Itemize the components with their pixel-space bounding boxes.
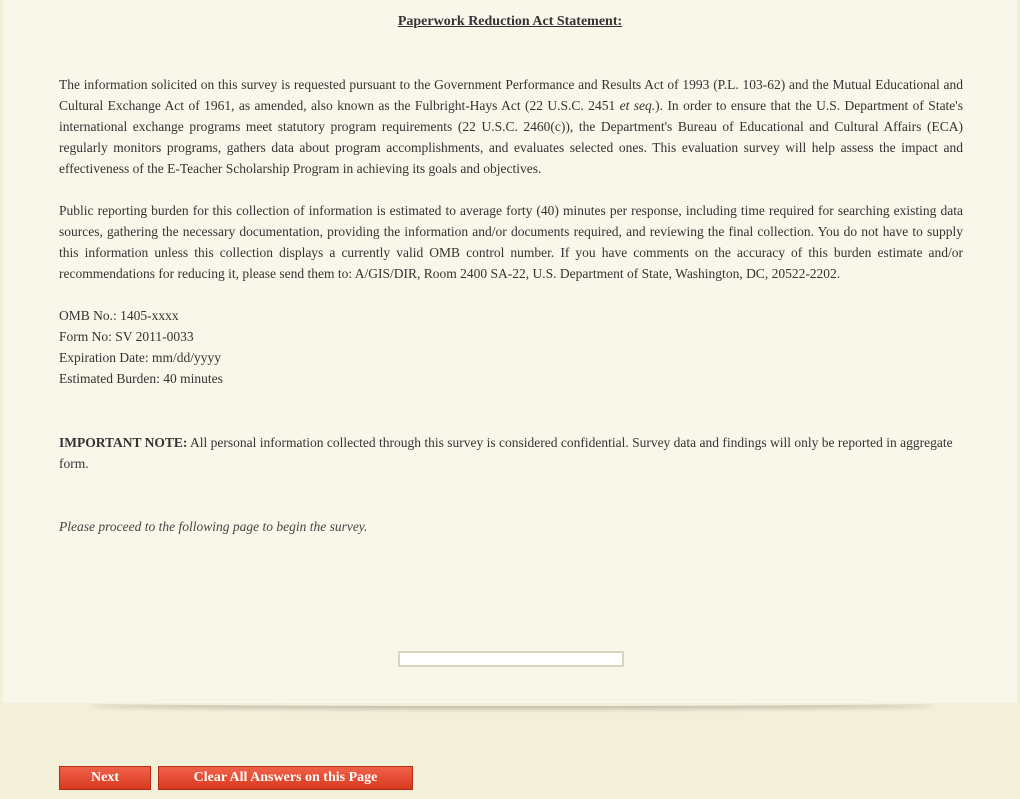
progress-bar: [398, 651, 624, 667]
next-button[interactable]: Next: [59, 766, 151, 790]
paragraph-authority-text-2: ). In order to ensure that the U.S. Department of State's international exchange programs meet statutory program requirements (22 U.S.C. 2460(c)), the Department's Bureau of Educational and Cultural Affairs (ECA) regularly monitors programs, gathers data about program accomplishments, and evaluates selected ones. This evaluation survey will help assess the impact and effectiveness of the E-Teacher Scholarship Program in achieving its goals and objectives.: [59, 98, 963, 176]
estimated-burden: Estimated Burden: 40 minutes: [59, 371, 223, 386]
content-panel: [3, 0, 1017, 703]
important-note-label: IMPORTANT NOTE:: [59, 435, 188, 450]
page-title: Paperwork Reduction Act Statement:: [397, 14, 623, 29]
paragraph-authority: [59, 74, 963, 179]
clear-answers-button[interactable]: Clear All Answers on this Page: [158, 766, 413, 790]
paragraph-authority-italic: et seq.: [619, 98, 656, 113]
paragraph-authority-text-1: The information solicited on this survey is requested pursuant to the Government Performance and Results Act of 1993 (P.L. 103-62) and the Mutual Educational and Cultural Exchange Act of 1961, as amended, also known as the Fulbright-Hays Act (22 U.S.C. 2451: [59, 77, 963, 113]
form-number: Form No: SV 2011-0033: [59, 329, 194, 344]
paragraph-burden: Public reporting burden for this collection of information is estimated to average forty (40) minutes per response, including time required for searching existing data sources, gathering the necessary documentation, providing the information and/or documents required, and reviewing the final collection. You do not have to supply this information unless this collection displays a currently valid OMB control number. If you have comments on the accuracy of this burden estimate and/or recommendations for reducing it, please send them to: A/GIS/DIR, Room 2400 SA-22, U.S. Department of State, Washington, DC, 20522-2202.: [59, 203, 963, 281]
omb-number: OMB No.: 1405-xxxx: [59, 308, 179, 323]
panel-shadow: [90, 700, 935, 706]
expiration-date: Expiration Date: mm/dd/yyyy: [59, 350, 221, 365]
omb-info: [59, 305, 223, 389]
important-note-text: All personal information collected through this survey is considered confidential. Survey data and findings will only be reported in aggregate form.: [59, 435, 953, 471]
important-note: [59, 432, 963, 474]
proceed-instruction: Please proceed to the following page to begin the survey.: [59, 519, 368, 534]
